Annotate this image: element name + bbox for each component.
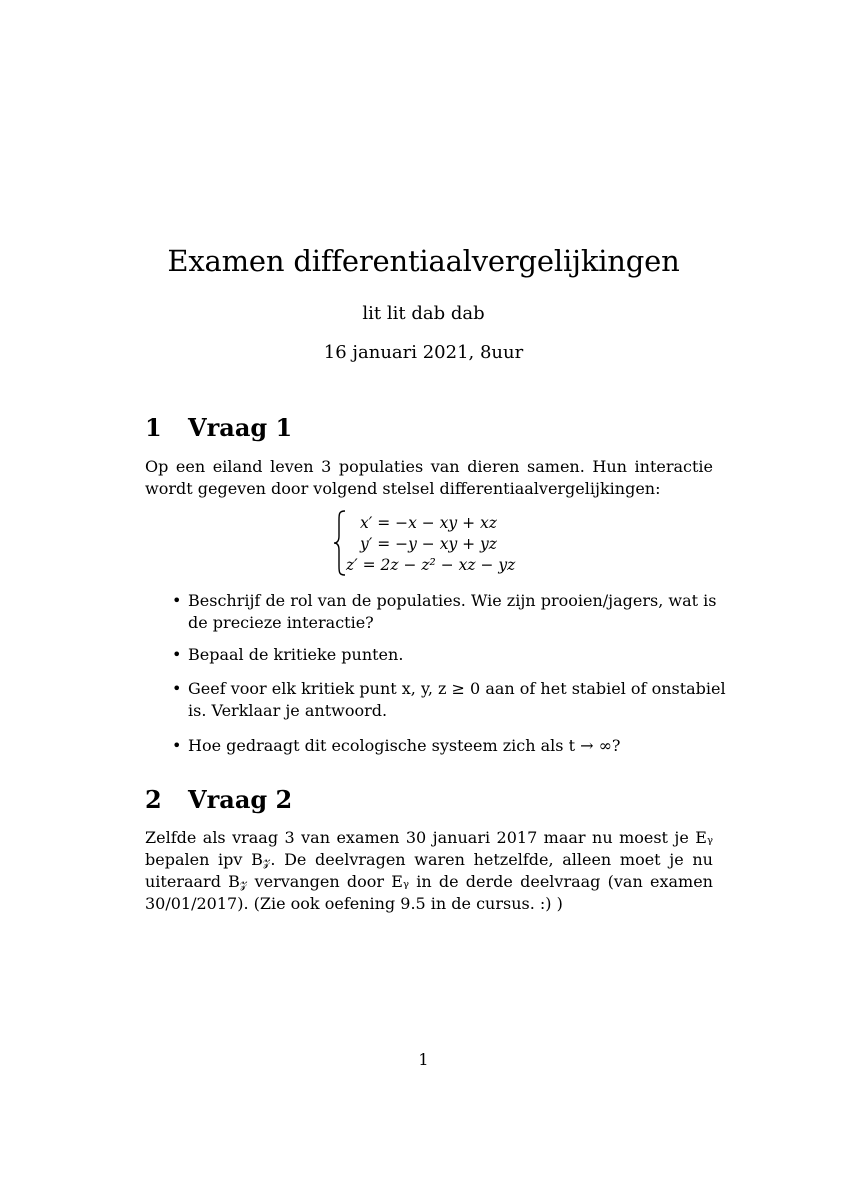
section-2-title: Vraag 2	[188, 785, 293, 814]
equation-y: y′ = −y − xy + yz	[360, 535, 497, 553]
document-date: 16 januari 2021, 8uur	[323, 342, 524, 363]
bullet-icon: •	[172, 591, 182, 610]
document-author: lit lit dab dab	[362, 303, 485, 324]
section-1-heading	[145, 413, 292, 443]
page-number: 1	[418, 1050, 429, 1069]
equation-system	[333, 510, 543, 576]
list-item: • Beschrijf de rol van de populaties. Wie zijn prooien/jagers, wat is de precieze interactie?	[172, 591, 717, 632]
section-2-text: Zelfde als vraag 3 van examen 30 januari 2017 maar nu moest je Eᵧ bepalen ipv B𝓏. De deelvragen waren hetzelfde, alleen moet je nu uiteraard B𝓏 vervangen door Eᵧ in de derde deelvraag (van examen 30/01/2017). (Zie ook oefening 9.5 in de cursus. :) )	[145, 828, 713, 913]
section-1-title: Vraag 1	[188, 413, 293, 442]
bullet-icon: •	[172, 645, 182, 664]
list-item: • Hoe gedraagt dit ecologische systeem zich als t → ∞?	[172, 736, 621, 755]
document-title: Examen differentiaalvergelijkingen	[167, 244, 680, 278]
equation-z: z′ = 2z − z² − xz − yz	[346, 556, 516, 574]
section-1-intro: Op een eiland leven 3 populaties van dieren samen. Hun interactie wordt gegeven door volgend stelsel differentiaalvergelijkingen:	[145, 457, 713, 498]
list-item: • Geef voor elk kritiek punt x, y, z ≥ 0 aan of het stabiel of onstabiel is. Verklaar je antwoord.	[172, 679, 726, 720]
section-2-number: 2	[145, 785, 162, 814]
bullet-icon: •	[172, 736, 182, 755]
bullet-icon: •	[172, 679, 182, 698]
section-1-number: 1	[145, 413, 162, 442]
left-brace-icon	[333, 510, 347, 576]
section-2-heading	[145, 785, 292, 815]
list-item: • Bepaal de kritieke punten.	[172, 645, 404, 664]
equation-x: x′ = −x − xy + xz	[360, 514, 497, 532]
